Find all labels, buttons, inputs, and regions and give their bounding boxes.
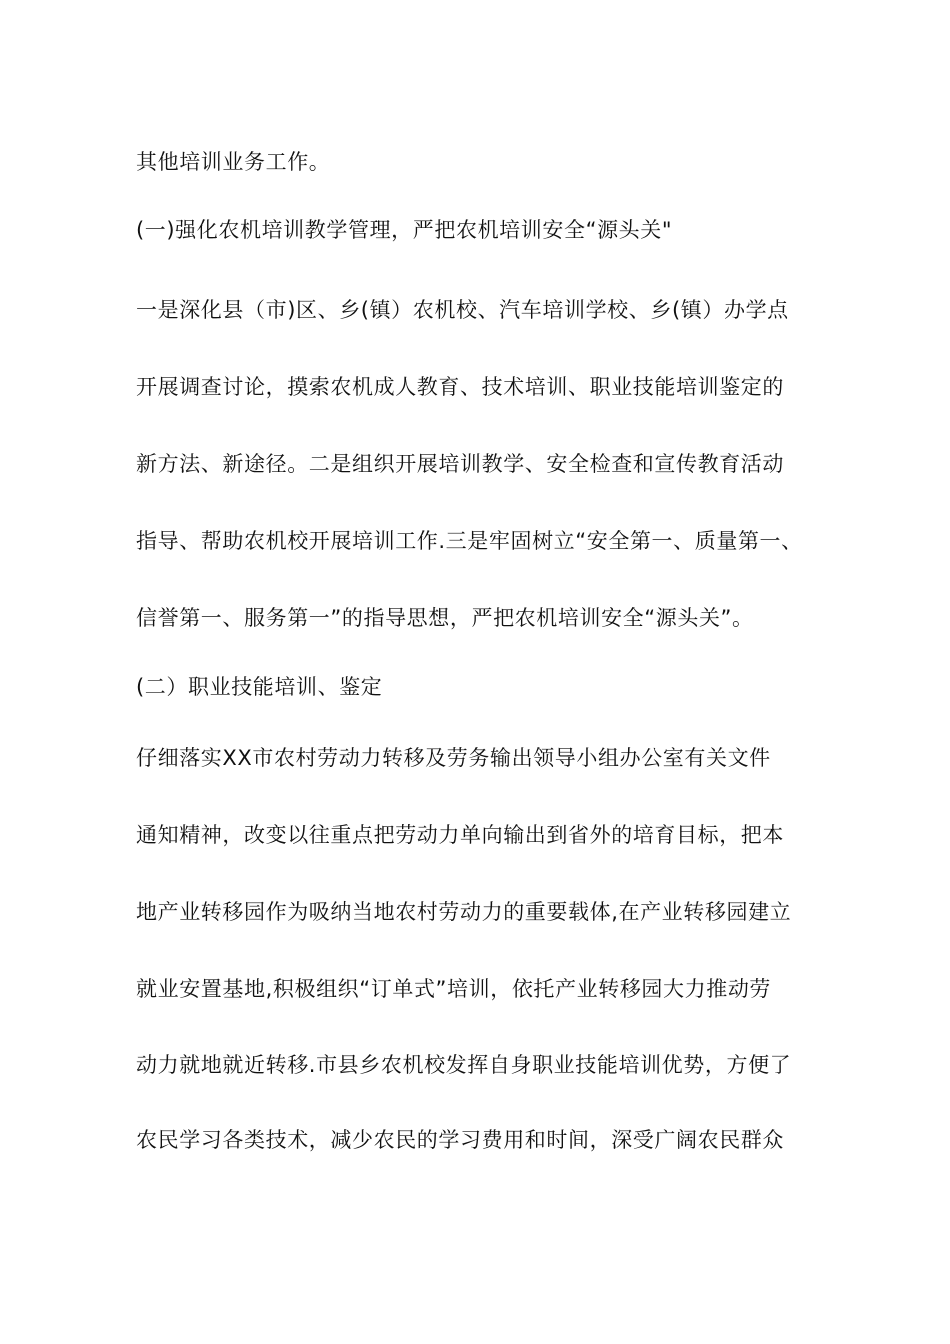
text-line: 地产业转移园作为吸纳当地农村劳动力的重要载体,在产业转移园建立 [136,900,792,924]
text-line: 信誉第一、服务第一”的指导思想，严把农机培训安全“源头关”。 [136,606,754,630]
text-line: 其他培训业务工作。 [136,150,331,174]
section-heading: (一)强化农机培训教学管理，严把农机培训安全“源头关" [136,218,673,242]
section-heading: (二）职业技能培训、鉴定 [136,675,383,699]
text-line: 农民学习各类技术，减少农民的学习费用和时间，深受广阔农民群众 [136,1128,784,1152]
text-line: 动力就地就近转移.市县乡农机校发挥自身职业技能培训优势，方便了 [136,1053,792,1077]
text-line: 指导、帮助农机校开展培训工作.三是牢固树立“安全第一、质量第一、 [136,529,803,553]
text-line: 新方法、新途径。二是组织开展培训教学、安全检查和宣传教育活动 [136,452,784,476]
text-line: 通知精神，改变以往重点把劳动力单向输出到省外的培育目标，把本 [136,823,784,847]
text-line: 就业安置基地,积极组织“订单式”培训，依托产业转移园大力推动劳 [136,977,772,1001]
text-line: 仔细落实XX市农村劳动力转移及劳务输出领导小组办公室有关文件 [136,746,771,770]
text-line: 开展调查讨论，摸索农机成人教育、技术培训、职业技能培训鉴定的 [136,375,784,399]
text-line: 一是深化县（市)区、乡(镇）农机校、汽车培训学校、乡(镇）办学点 [136,298,789,322]
